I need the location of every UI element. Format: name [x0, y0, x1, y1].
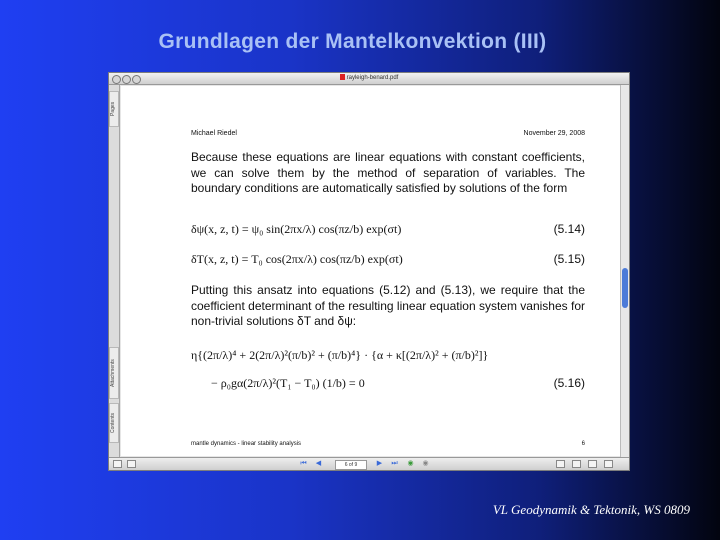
page-footer-title: mantle dynamics - linear stability analysis	[191, 441, 302, 447]
toggle-sidebar-icon[interactable]	[113, 460, 122, 468]
pdf-file-icon	[340, 74, 345, 80]
single-page-view-icon[interactable]	[556, 460, 565, 468]
slide-footer: VL Geodynamik & Tektonik, WS 0809	[492, 502, 690, 517]
scrollbar-thumb[interactable]	[622, 268, 628, 308]
forward-icon[interactable]: ◉	[422, 460, 429, 467]
vertical-scrollbar[interactable]	[620, 85, 629, 458]
pdf-page	[121, 86, 621, 456]
back-icon[interactable]: ◉	[407, 460, 414, 467]
zoom-in-icon[interactable]	[604, 460, 613, 468]
previous-page-icon[interactable]: ◀	[315, 460, 322, 467]
equation-number: (5.15)	[553, 252, 585, 266]
first-page-icon[interactable]: ⏮	[300, 460, 307, 467]
tab-pages[interactable]: Pages	[109, 91, 119, 127]
page-number-field[interactable]: 6 of 9	[335, 460, 367, 470]
tab-contents[interactable]: Contents	[109, 403, 119, 443]
equation-text: δT(x, z, t) = T₀ cos(2πx/λ) cos(πz/b) exp(σt)	[191, 252, 403, 266]
pdf-viewer-window	[108, 72, 630, 471]
bottom-toolbar	[109, 457, 629, 470]
action-icon[interactable]	[127, 460, 136, 468]
document-date: November 29, 2008	[523, 130, 585, 137]
window-title	[109, 73, 629, 84]
last-page-icon[interactable]: ⏭	[391, 460, 398, 467]
tab-attachments[interactable]: Attachments	[109, 347, 119, 399]
slide-title: Grundlagen der Mantelkonvektion (III)	[158, 30, 547, 53]
equation-text: η{(2π/λ)⁴ + 2(2π/λ)²(π/b)² + (π/b)⁴} · {α + κ[(2π/λ)² + (π/b)²]}	[191, 348, 489, 362]
zoom-out-icon[interactable]	[588, 460, 597, 468]
document-author: Michael Riedel	[191, 130, 237, 137]
paragraph-1: Because these equations are linear equations with constant coefficients, we can solve them by the method of separation of variables. The boundary conditions are automatically satisfied by solutions of the form	[191, 150, 585, 196]
equation-number: (5.14)	[553, 222, 585, 236]
window-titlebar	[109, 73, 629, 85]
equation-text: δψ(x, z, t) = ψ₀ sin(2πx/λ) cos(πz/b) exp(σt)	[191, 222, 402, 236]
sidebar	[109, 85, 120, 458]
two-page-view-icon[interactable]	[572, 460, 581, 468]
equation-number: (5.16)	[553, 376, 585, 390]
filename: rayleigh-benard.pdf	[346, 75, 399, 81]
next-page-icon[interactable]: ▶	[376, 460, 383, 467]
equation-text: − ρ₀gα(2π/λ)²(T₁ − T₀) (1/b) = 0	[211, 376, 365, 390]
page-number: 6	[581, 441, 585, 447]
paragraph-2: Putting this ansatz into equations (5.12) and (5.13), we require that the coefficient determinant of the resulting linear equation system vanishes for non-trivial solutions δT and δψ:	[191, 283, 585, 329]
